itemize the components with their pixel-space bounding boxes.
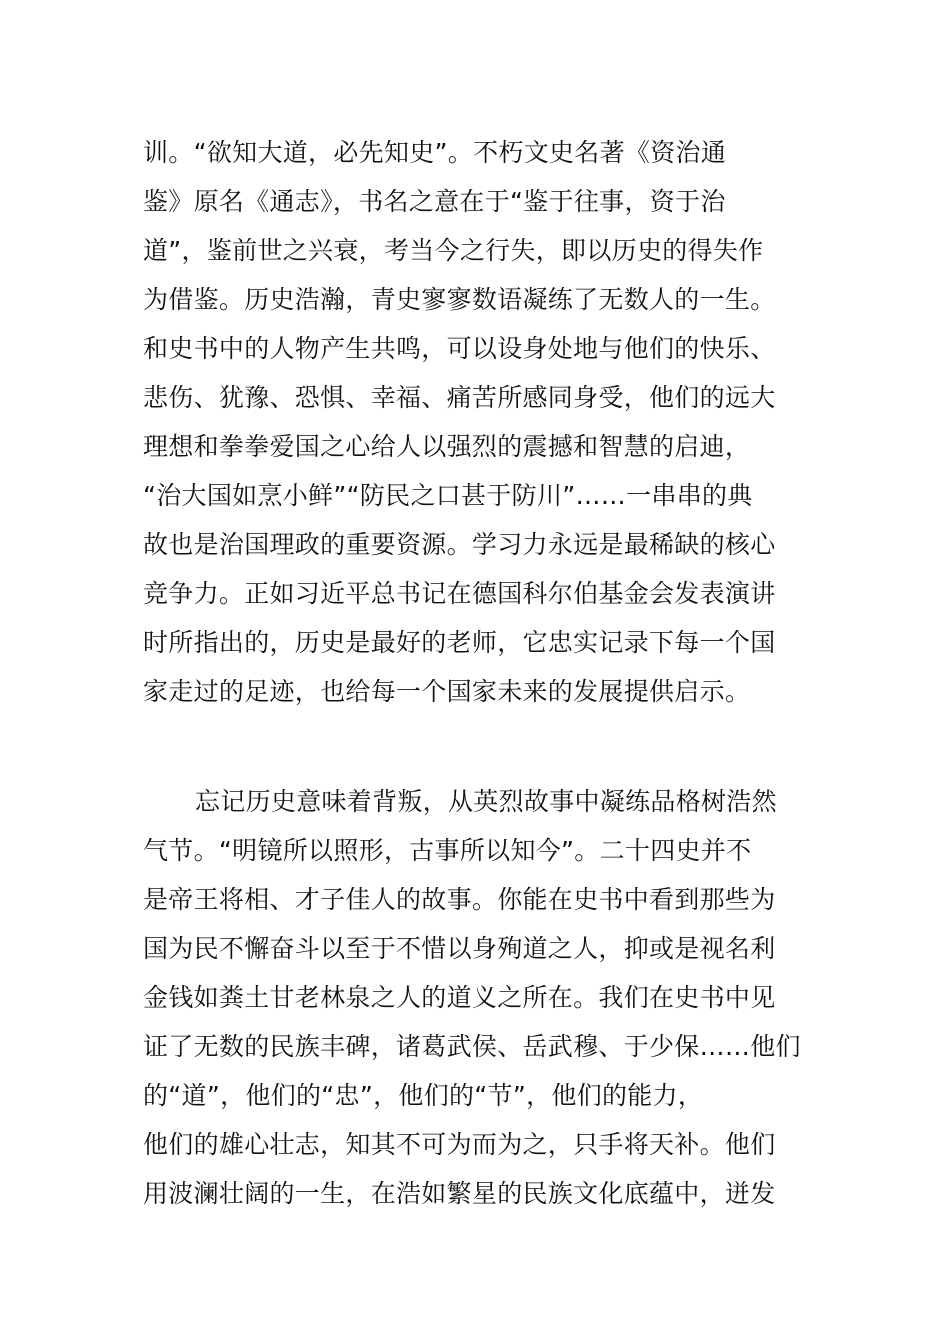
text-line: 理想和拳拳爱国之心给人以强烈的震撼和智慧的启迪，: [143, 432, 751, 461]
text-line: 忘记历史意味着背叛，从英烈故事中凝练品格树浩然: [195, 787, 777, 816]
text-line: 家走过的足迹，也给每一个国家未来的发展提供启示。: [143, 677, 751, 706]
text-line: 和史书中的人物产生共鸣，可以设身处地与他们的快乐、: [143, 334, 776, 363]
text-line: 用波澜壮阔的一生，在浩如繁星的民族文化底蕴中，迸发: [143, 1179, 776, 1208]
text-line: 时所指出的，历史是最好的老师，它忠实记录下每一个国: [143, 628, 776, 657]
text-line: 训。“欲知大道，必先知史”。不朽文史名著《资治通: [143, 138, 727, 167]
text-line: 是帝王将相、才子佳人的故事。你能在史书中看到那些为: [143, 885, 776, 914]
text-line: 证了无数的民族丰碑，诸葛武侯、岳武穆、于少保……他们: [143, 1032, 801, 1061]
text-line: 竞争力。正如习近平总书记在德国科尔伯基金会发表演讲: [143, 579, 776, 608]
text-line: 金钱如粪土甘老林泉之人的道义之所在。我们在史书中见: [143, 983, 776, 1012]
text-line: 鉴》原名《通志》，书名之意在于“鉴于往事，资于治: [143, 187, 726, 216]
text-line: 道”，鉴前世之兴衰，考当今之行失，即以历史的得失作: [143, 236, 764, 265]
text-line: 为借鉴。历史浩瀚，青史寥寥数语凝练了无数人的一生。: [143, 285, 776, 314]
paragraph-1: [143, 128, 808, 716]
text-line: 气节。“明镜所以照形，古事所以知今”。二十四史并不: [143, 836, 752, 865]
text-line: 故也是治国理政的重要资源。学习力永远是最稀缺的核心: [143, 530, 776, 559]
text-line: 悲伤、犹豫、恐惧、幸福、痛苦所感同身受，他们的远大: [143, 383, 776, 412]
paragraph-2: [143, 777, 808, 1218]
text-line: 国为民不懈奋斗以至于不惜以身殉道之人，抑或是视名利: [143, 934, 776, 963]
text-line: 他们的雄心壮志，知其不可为而为之，只手将天补。他们: [143, 1130, 776, 1159]
text-line: 的“道”，他们的“忠”，他们的“节”，他们的能力，: [143, 1081, 704, 1110]
text-line: “治大国如烹小鲜”“防民之口甚于防川”……一串串的典: [143, 481, 753, 510]
